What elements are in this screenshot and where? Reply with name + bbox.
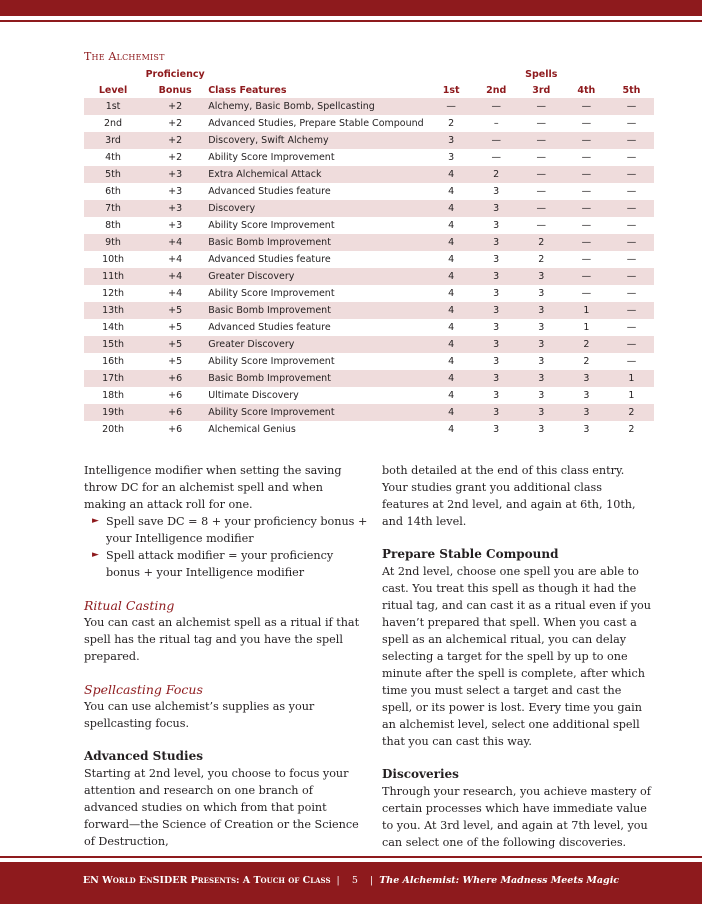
spell-3rd-cell: 2: [538, 254, 545, 265]
spell-2nd-cell: 3: [493, 424, 500, 435]
level-cell: 8th: [105, 220, 121, 231]
table-row: [84, 251, 654, 268]
spell-5th-cell: —: [626, 118, 637, 129]
header-top-blank-1: [429, 66, 474, 82]
spell-2nd-cell: 3: [493, 254, 500, 265]
left-column: [84, 462, 368, 850]
discoveries-heading: Discoveries: [382, 767, 459, 781]
table-row: [84, 319, 654, 336]
spell-2nd-cell: 3: [493, 390, 500, 401]
table-row: [84, 302, 654, 319]
table-row: [84, 268, 654, 285]
spell-5th-cell: —: [609, 200, 654, 217]
level-cell: 4th: [105, 152, 121, 163]
bullet-item: [92, 547, 368, 581]
bonus-cell: +3: [142, 200, 208, 217]
spellcasting-focus-text: You can use alchemist’s supplies as your spellcasting focus.: [84, 700, 315, 730]
footer-separator: |: [333, 875, 349, 886]
top-banner: [0, 0, 702, 16]
spell-2nd-cell: 3: [474, 200, 519, 217]
class-features-cell: Basic Bomb Improvement: [208, 370, 428, 387]
bonus-cell: +5: [168, 356, 183, 367]
spell-4th-cell: —: [564, 166, 609, 183]
level-cell: 9th: [84, 234, 142, 251]
level-cell: 3rd: [84, 132, 142, 149]
class-features-cell: Discovery: [208, 200, 428, 217]
table-row: [84, 421, 654, 438]
ritual-casting-heading: Ritual Casting: [84, 598, 175, 613]
class-features-cell: Discovery, Swift Alchemy: [208, 132, 428, 149]
table-row: [84, 404, 654, 421]
triangle-bullet-icon: ►: [92, 516, 99, 526]
spell-1st-cell: 4: [448, 186, 455, 197]
footer-publication: EN World EnSIDER Presents: A Touch of Class: [82, 875, 331, 886]
spell-1st-cell: 4: [429, 234, 474, 251]
spell-4th-cell: 3: [583, 424, 590, 435]
header-top-blank-features: [208, 66, 428, 82]
level-cell: 19th: [84, 404, 142, 421]
spell-4th-cell: —: [564, 234, 609, 251]
bullet-item: [92, 513, 368, 547]
bonus-cell: +4: [142, 234, 208, 251]
spell-5th-cell: 1: [628, 390, 635, 401]
spell-3rd-cell: 3: [538, 390, 545, 401]
bonus-cell: +3: [142, 166, 208, 183]
right-intro-paragraph: both detailed at the end of this class entry. Your studies grant you additional class features at 2nd level, and again at 6th, 10th, and 14th level.: [382, 464, 636, 528]
bonus-cell: +2: [168, 118, 183, 129]
spell-5th-cell: —: [626, 322, 637, 333]
spell-4th-cell: 3: [564, 370, 609, 387]
bonus-cell: +5: [142, 302, 208, 319]
table-title: The Alchemist: [84, 50, 165, 63]
spell-4th-cell: —: [564, 200, 609, 217]
class-features-cell: Advanced Studies, Prepare Stable Compound: [208, 118, 424, 129]
footer-rule: [0, 856, 702, 858]
level-cell: 6th: [105, 186, 121, 197]
spellcasting-bullets: [84, 513, 368, 581]
spell-1st-cell: 4: [448, 322, 455, 333]
spell-5th-cell: —: [609, 268, 654, 285]
table-row: [84, 200, 654, 217]
spell-1st-cell: 4: [448, 254, 455, 265]
advanced-studies-heading: Advanced Studies: [84, 749, 203, 763]
class-features-cell: Ability Score Improvement: [208, 152, 335, 163]
table-row: [84, 132, 654, 149]
bonus-cell: +4: [168, 254, 183, 265]
class-features-cell: Advanced Studies feature: [208, 254, 331, 265]
header-3rd: 3rd: [532, 84, 551, 96]
level-cell: 2nd: [103, 118, 123, 129]
spell-5th-cell: —: [626, 186, 637, 197]
level-cell: 16th: [102, 356, 124, 367]
class-features-cell: Ability Score Improvement: [208, 356, 335, 367]
triangle-bullet-icon: ►: [92, 550, 99, 560]
spell-3rd-cell: —: [519, 132, 564, 149]
spell-2nd-cell: 3: [474, 302, 519, 319]
class-features-cell: Basic Bomb Improvement: [208, 234, 428, 251]
class-features-cell: Basic Bomb Improvement: [208, 302, 428, 319]
level-cell: 1st: [84, 98, 142, 115]
spell-1st-cell: 4: [448, 424, 455, 435]
header-4th: 4th: [577, 84, 596, 96]
spell-1st-cell: 3: [429, 132, 474, 149]
bonus-cell: +2: [142, 98, 208, 115]
table-row: [84, 353, 654, 370]
table-row: [84, 98, 654, 115]
spell-1st-cell: —: [429, 98, 474, 115]
spell-2nd-cell: 3: [474, 234, 519, 251]
footer-text: [0, 875, 702, 886]
class-features-cell: Alchemical Genius: [208, 424, 296, 435]
spell-1st-cell: 2: [448, 118, 455, 129]
class-features-cell: Alchemy, Basic Bomb, Spellcasting: [208, 98, 428, 115]
spell-1st-cell: 4: [429, 404, 474, 421]
class-features-cell: Ability Score Improvement: [208, 288, 335, 299]
table-row: [84, 370, 654, 387]
ritual-casting-text: You can cast an alchemist spell as a ritual if that spell has the ritual tag and you have the spell prepared.: [84, 616, 360, 663]
bonus-cell: +3: [168, 186, 183, 197]
spell-2nd-cell: 2: [474, 166, 519, 183]
spell-2nd-cell: —: [491, 152, 501, 163]
class-features-cell: Extra Alchemical Attack: [208, 166, 428, 183]
spell-3rd-cell: —: [536, 152, 547, 163]
class-table: [84, 66, 654, 438]
bonus-cell: +5: [168, 322, 183, 333]
spell-2nd-cell: 3: [474, 404, 519, 421]
spell-3rd-cell: 3: [519, 404, 564, 421]
spell-1st-cell: 4: [429, 166, 474, 183]
spell-4th-cell: 3: [583, 390, 590, 401]
level-cell: 5th: [84, 166, 142, 183]
spell-3rd-cell: 3: [519, 370, 564, 387]
header-top-blank-5: [609, 66, 654, 82]
spell-1st-cell: 4: [429, 336, 474, 353]
table-row: [84, 217, 654, 234]
table-header: [84, 82, 654, 98]
table-body: [84, 98, 654, 438]
class-features-cell: Greater Discovery: [208, 268, 428, 285]
spell-3rd-cell: 3: [538, 424, 545, 435]
spell-2nd-cell: 3: [474, 370, 519, 387]
class-features-cell: Advanced Studies feature: [208, 186, 331, 197]
footer-chapter-title: The Alchemist: Where Madness Meets Magic: [379, 875, 620, 886]
table-row: [84, 387, 654, 404]
page-number: 5: [351, 875, 358, 886]
bonus-cell: +3: [168, 220, 183, 231]
spell-3rd-cell: —: [536, 186, 547, 197]
bonus-cell: +6: [168, 424, 183, 435]
spell-4th-cell: 1: [583, 322, 590, 333]
spell-5th-cell: —: [626, 254, 637, 265]
header-2nd: 2nd: [486, 84, 507, 96]
level-cell: 13th: [84, 302, 142, 319]
table-row: [84, 166, 654, 183]
spell-4th-cell: —: [581, 152, 592, 163]
spell-5th-cell: 2: [609, 404, 654, 421]
table-row: [84, 234, 654, 251]
spellcasting-focus-heading: Spellcasting Focus: [84, 682, 203, 697]
spell-3rd-cell: 3: [519, 268, 564, 285]
class-features-cell: Ability Score Improvement: [208, 220, 335, 231]
spell-3rd-cell: 3: [519, 302, 564, 319]
discoveries-text: Through your research, you achieve mastery of certain processes which have immediate value to you. At 3rd level, and again at 7th level, you can select one of the following discoveries.: [382, 785, 651, 849]
table-row: [84, 149, 654, 166]
spell-4th-cell: —: [581, 118, 592, 129]
left-intro-paragraph: Intelligence modifier when setting the saving throw DC for an alchemist spell and when making an attack roll for one.: [84, 464, 342, 511]
spell-1st-cell: 4: [448, 356, 455, 367]
spell-4th-cell: 1: [564, 302, 609, 319]
spell-5th-cell: 2: [628, 424, 635, 435]
level-cell: 11th: [84, 268, 142, 285]
spell-5th-cell: —: [609, 166, 654, 183]
level-cell: 20th: [102, 424, 124, 435]
spell-2nd-cell: 3: [474, 336, 519, 353]
spell-3rd-cell: 3: [538, 356, 545, 367]
spell-3rd-cell: 3: [538, 288, 545, 299]
prepare-stable-compound-heading: Prepare Stable Compound: [382, 547, 559, 561]
level-cell: 12th: [102, 288, 124, 299]
bonus-cell: +5: [142, 336, 208, 353]
spell-5th-cell: —: [609, 132, 654, 149]
header-level: Level: [98, 84, 128, 96]
spell-1st-cell: 4: [448, 288, 455, 299]
level-cell: 17th: [84, 370, 142, 387]
right-column: [382, 462, 652, 851]
spell-2nd-cell: 3: [493, 220, 500, 231]
spell-1st-cell: 4: [448, 390, 455, 401]
spell-1st-cell: 4: [429, 302, 474, 319]
bonus-cell: +4: [142, 268, 208, 285]
footer-separator: |: [360, 875, 377, 886]
spell-5th-cell: —: [626, 152, 637, 163]
bonus-cell: +6: [168, 390, 183, 401]
top-rule: [0, 20, 702, 22]
spell-3rd-cell: —: [536, 118, 547, 129]
table-row: [84, 336, 654, 353]
spell-5th-cell: —: [609, 98, 654, 115]
spell-3rd-cell: —: [519, 166, 564, 183]
header-top-blank-4: [564, 66, 609, 82]
spell-2nd-cell: 3: [493, 322, 500, 333]
header-spells: Spells: [525, 68, 558, 80]
spell-4th-cell: —: [564, 98, 609, 115]
spell-3rd-cell: —: [536, 220, 547, 231]
spell-1st-cell: 4: [448, 220, 455, 231]
spell-5th-cell: —: [626, 356, 637, 367]
spell-4th-cell: —: [564, 132, 609, 149]
level-cell: 14th: [102, 322, 124, 333]
spell-5th-cell: —: [626, 288, 637, 299]
spell-2nd-cell: 3: [493, 356, 500, 367]
header-proficiency: Proficiency: [145, 68, 205, 80]
spell-2nd-cell: –: [493, 118, 499, 129]
spell-3rd-cell: —: [519, 200, 564, 217]
class-features-cell: Advanced Studies feature: [208, 322, 331, 333]
spell-4th-cell: —: [581, 254, 592, 265]
table-row: [84, 115, 654, 132]
spell-4th-cell: —: [564, 268, 609, 285]
spell-5th-cell: 1: [609, 370, 654, 387]
class-features-cell: Greater Discovery: [208, 336, 428, 353]
spell-3rd-cell: 3: [538, 322, 545, 333]
spell-2nd-cell: 3: [493, 186, 500, 197]
spell-4th-cell: —: [581, 288, 592, 299]
bonus-cell: +4: [168, 288, 183, 299]
spell-4th-cell: 2: [583, 356, 590, 367]
spell-2nd-cell: —: [474, 98, 519, 115]
header-class-features: Class Features: [208, 84, 287, 96]
bonus-cell: +2: [142, 132, 208, 149]
level-cell: 7th: [84, 200, 142, 217]
spell-4th-cell: —: [581, 220, 592, 231]
bullet-text: Spell save DC = 8 + your proficiency bonus + your Intelligence modifier: [106, 515, 368, 545]
header-top-blank-level: [84, 66, 142, 82]
spell-1st-cell: 3: [448, 152, 455, 163]
header-top-blank-2: [474, 66, 519, 82]
bonus-cell: +6: [142, 404, 208, 421]
level-cell: 15th: [84, 336, 142, 353]
spell-4th-cell: —: [581, 186, 592, 197]
class-features-cell: Ability Score Improvement: [208, 404, 428, 421]
table-header-top: [84, 66, 654, 82]
footer-banner: [0, 862, 702, 904]
spell-5th-cell: —: [609, 234, 654, 251]
spell-5th-cell: —: [626, 220, 637, 231]
level-cell: 10th: [102, 254, 124, 265]
spell-1st-cell: 4: [429, 268, 474, 285]
spell-3rd-cell: 2: [519, 234, 564, 251]
spell-1st-cell: 4: [429, 200, 474, 217]
header-bonus: Bonus: [158, 84, 192, 96]
spell-3rd-cell: 3: [519, 336, 564, 353]
spell-2nd-cell: 3: [474, 268, 519, 285]
bullet-text: Spell attack modifier = your proficiency bonus + your Intelligence modifier: [106, 549, 334, 579]
header-5th: 5th: [622, 84, 641, 96]
table-row: [84, 285, 654, 302]
spell-3rd-cell: —: [519, 98, 564, 115]
prepare-stable-compound-text: At 2nd level, choose one spell you are able to cast. You treat this spell as though it had the ritual tag, and can cast it as a ritual even if you haven’t prepared that spell. When you cast a spell as an alchemical ritual, you can delay selecting a target for the spell by up to one minute after the spell is complete, after which time you must select a target and cast the spell, or its power is lost. Every time you gain an alchemist level, select one additional spell that you can cast this way.: [382, 565, 652, 748]
class-features-cell: Ultimate Discovery: [208, 390, 299, 401]
spell-2nd-cell: —: [474, 132, 519, 149]
bonus-cell: +6: [142, 370, 208, 387]
spell-5th-cell: —: [609, 302, 654, 319]
advanced-studies-text: Starting at 2nd level, you choose to focus your attention and research on one branch of advanced studies on which from that point forward—the Science of Creation or the Science of Destruction,: [84, 767, 359, 848]
level-cell: 18th: [102, 390, 124, 401]
spell-1st-cell: 4: [429, 370, 474, 387]
spell-2nd-cell: 3: [493, 288, 500, 299]
spell-5th-cell: —: [609, 336, 654, 353]
spell-4th-cell: 3: [564, 404, 609, 421]
bonus-cell: +2: [168, 152, 183, 163]
spell-4th-cell: 2: [564, 336, 609, 353]
table-row: [84, 183, 654, 200]
header-1st: 1st: [442, 84, 460, 96]
